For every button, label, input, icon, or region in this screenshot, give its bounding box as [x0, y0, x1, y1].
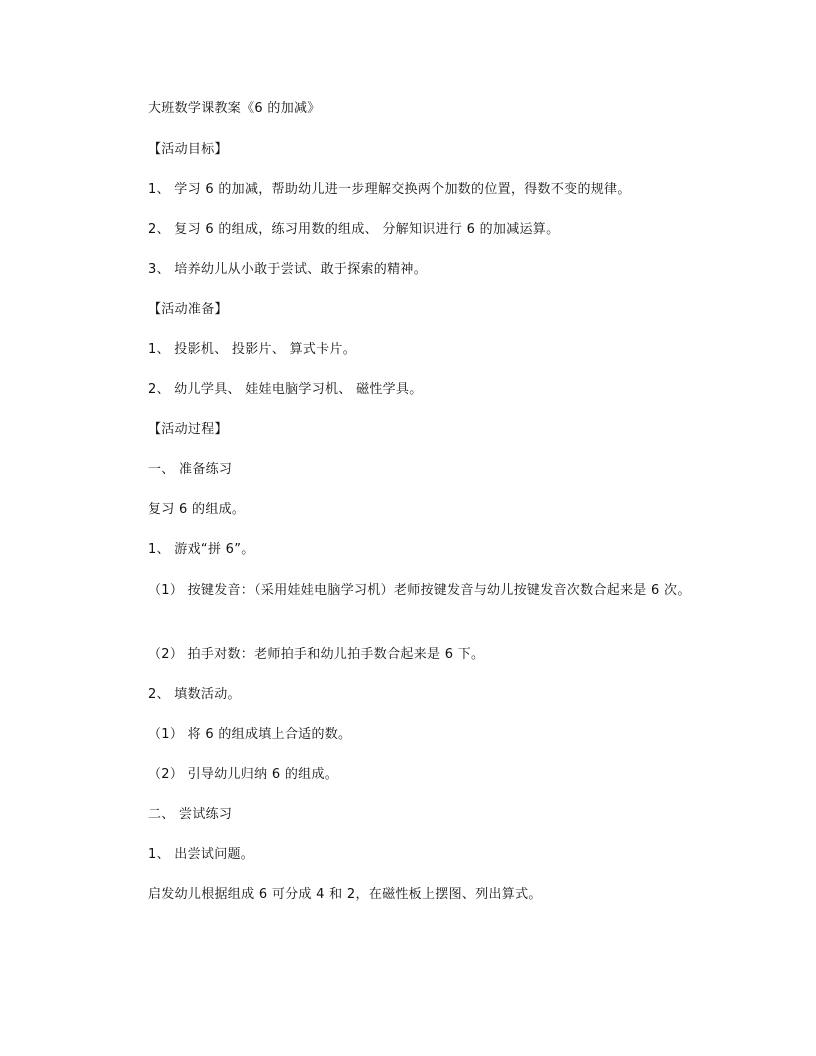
list-item-game: 1、 游戏“拼 6”。	[148, 542, 255, 557]
section-heading-goals: 【活动目标】	[148, 142, 228, 157]
preparation-item-1: 1、 投影机、 投影片、 算式卡片。	[148, 342, 357, 357]
paragraph-review: 复习 6 的组成。	[148, 502, 246, 517]
document-title: 大班数学课教案《6 的加减》	[148, 101, 321, 116]
subsection-heading-practice: 一、 准备练习	[148, 462, 233, 477]
section-heading-preparation: 【活动准备】	[148, 302, 228, 317]
subsection-heading-try: 二、 尝试练习	[148, 807, 233, 822]
goal-item-3: 3、 培养幼儿从小敢于尝试、敢于探索的精神。	[148, 262, 428, 277]
list-item-fill-numbers: 2、 填数活动。	[148, 687, 241, 702]
goal-item-1: 1、 学习 6 的加减，帮助幼儿进一步理解交换两个加数的位置，得数不变的规律。	[148, 182, 631, 197]
paragraph-inspire: 启发幼儿根据组成 6 可分成 4 和 2，在磁性板上摆图、列出算式。	[148, 887, 542, 902]
paragraph-clap: （2） 拍手对数：老师拍手和幼儿拍手数合起来是 6 下。	[148, 647, 485, 662]
section-heading-process: 【活动过程】	[148, 422, 228, 437]
paragraph-key-sound: （1） 按键发音：（采用娃娃电脑学习机）老师按键发音与幼儿按键发音次数合起来是 6 次。	[148, 583, 691, 598]
paragraph-summarize: （2） 引导幼儿归纳 6 的组成。	[148, 767, 339, 782]
goal-item-2: 2、 复习 6 的组成，练习用数的组成、 分解知识进行 6 的加减运算。	[148, 222, 560, 237]
paragraph-fill-composition: （1） 将 6 的组成填上合适的数。	[148, 727, 352, 742]
list-item-try-question: 1、 出尝试问题。	[148, 847, 255, 862]
preparation-item-2: 2、 幼儿学具、 娃娃电脑学习机、 磁性学具。	[148, 382, 423, 397]
